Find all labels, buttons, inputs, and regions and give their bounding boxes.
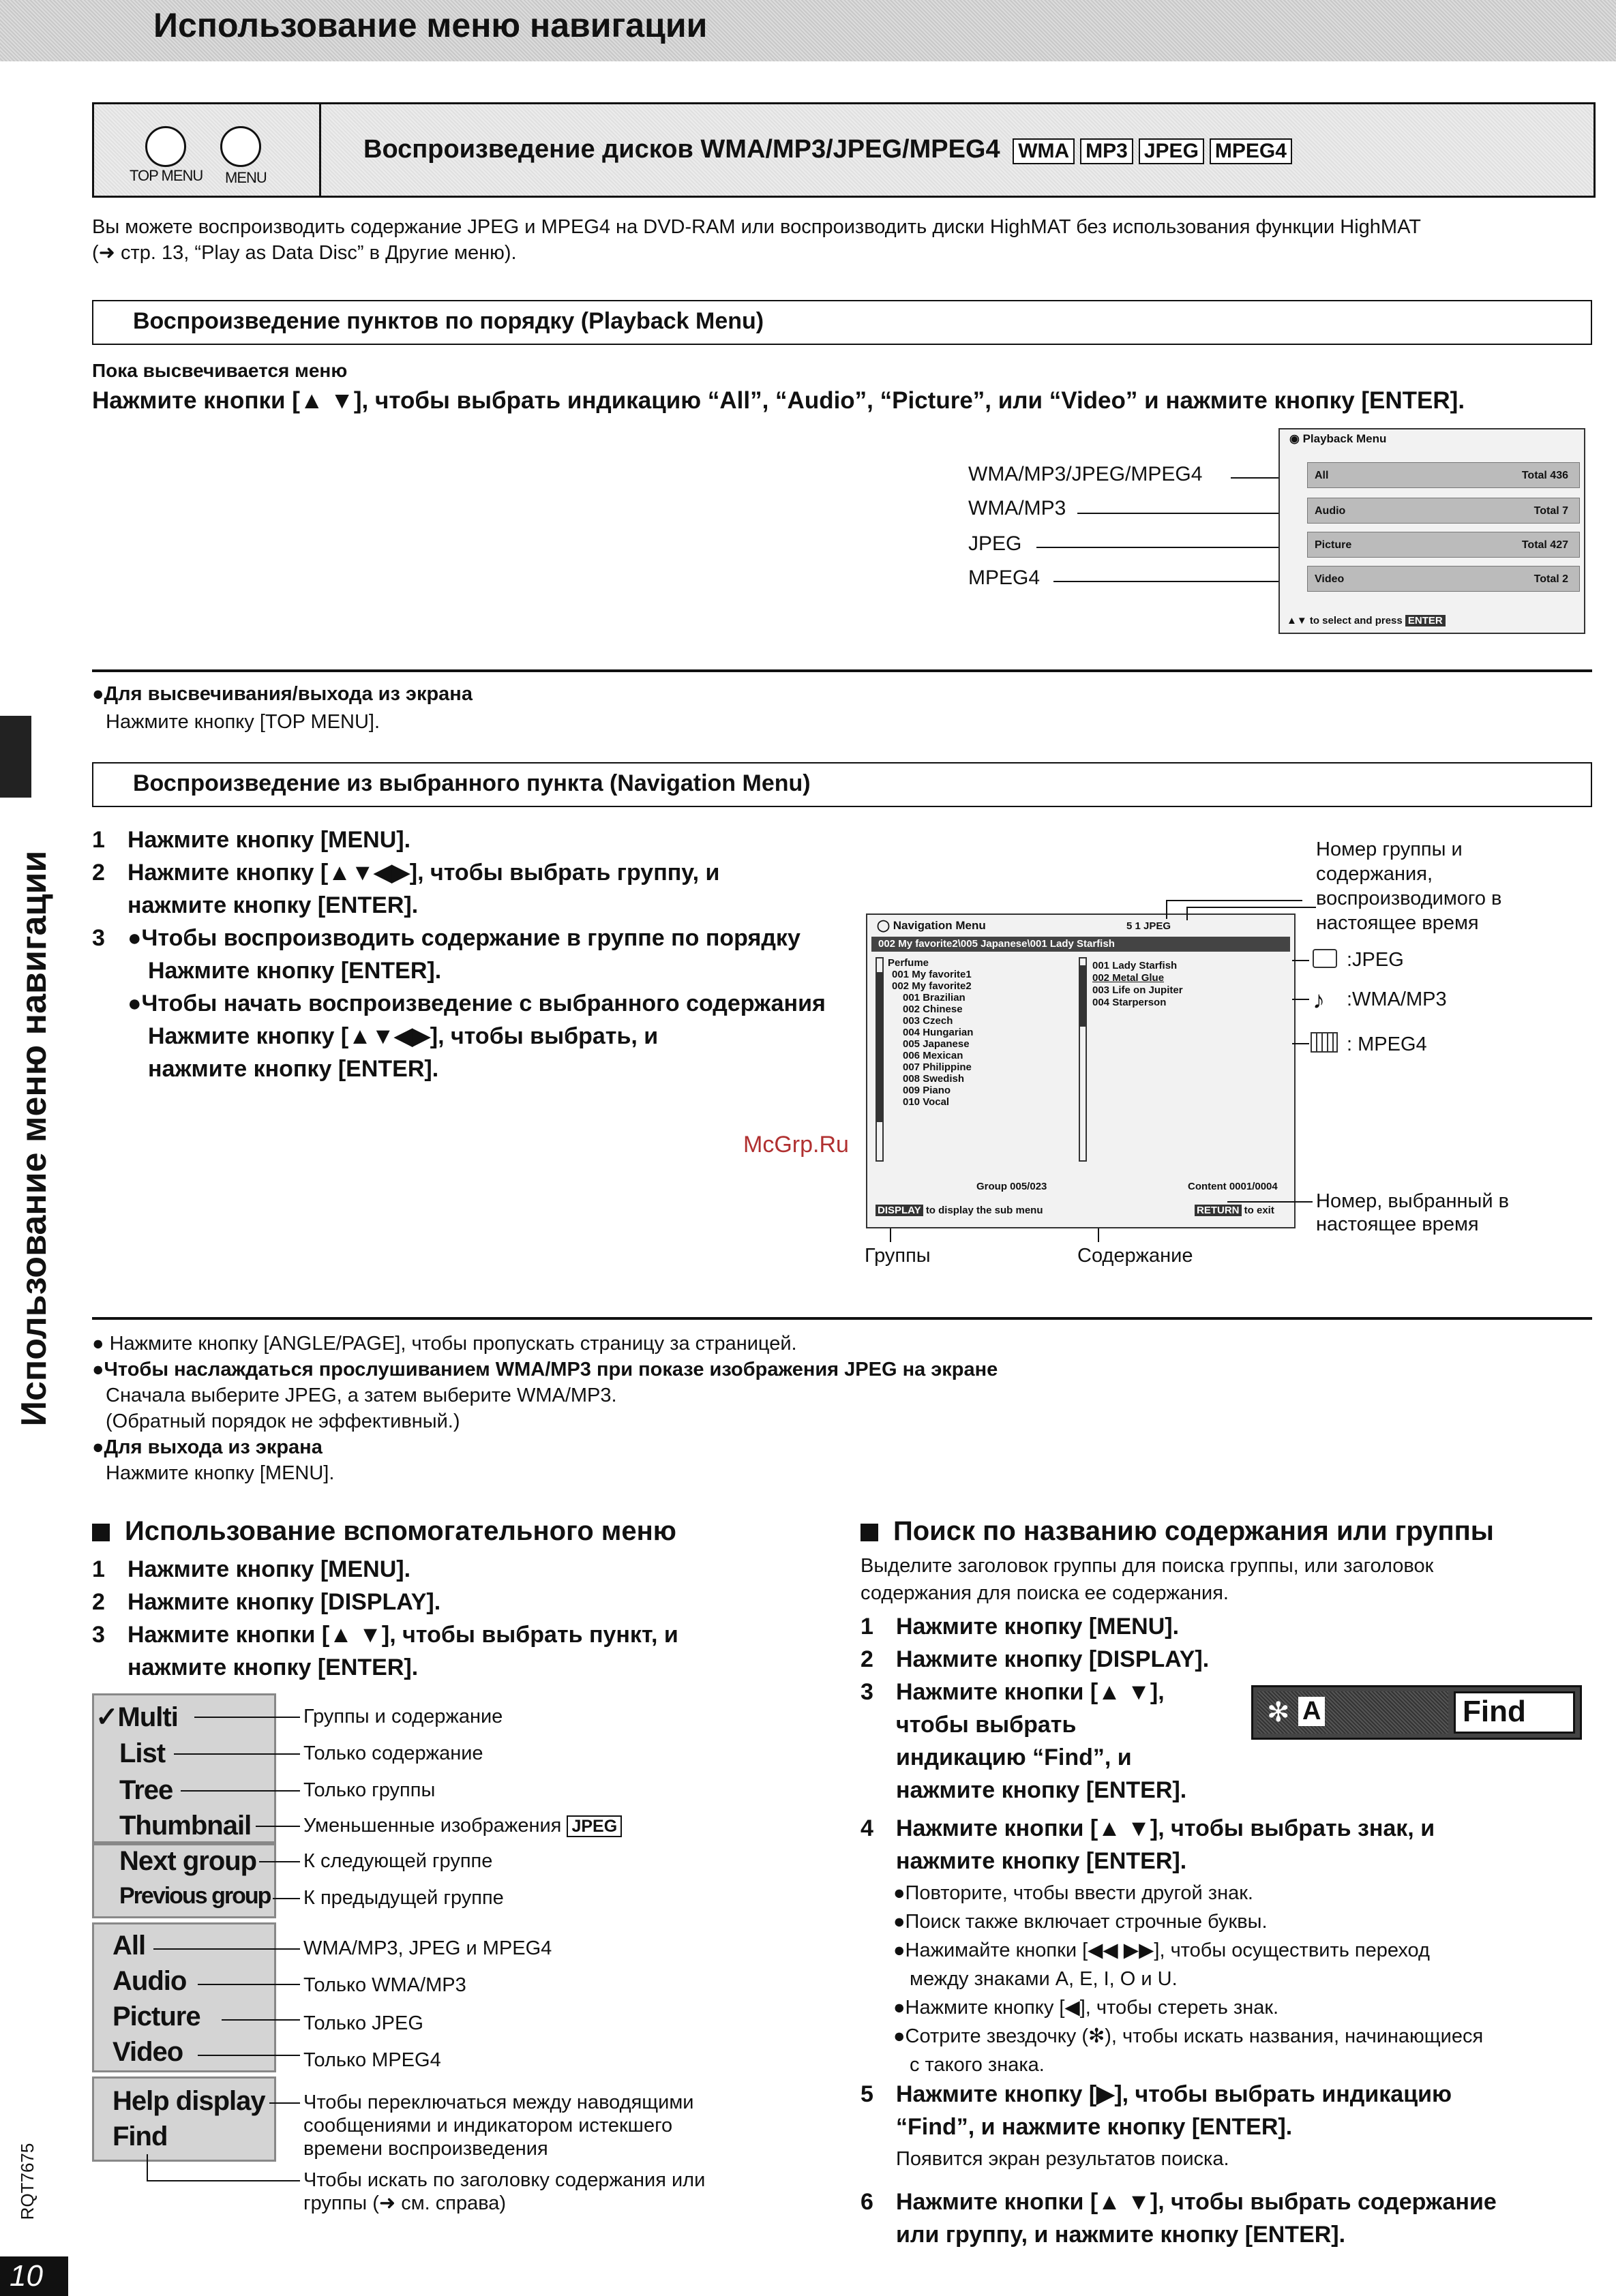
section-playback-title: Воспроизведение пунктов по порядку (Playback Menu) — [133, 308, 764, 334]
section-navigation-title: Воспроизведение из выбранного пункта (Navigation Menu) — [133, 770, 811, 796]
desc-find-1: Чтобы искать по заголовку содержания или — [303, 2169, 706, 2191]
submenu-next-group[interactable]: Next group — [119, 1846, 257, 1876]
menu-button-icon — [220, 126, 261, 167]
label-picture: JPEG — [968, 532, 1022, 555]
tag-jpeg-small: JPEG — [567, 1815, 622, 1837]
right-step — [861, 1610, 1270, 1643]
bullet-line: ●Нажимайте кнопки [◀◀ ▶▶], чтобы осуществить переход — [893, 1939, 1430, 1961]
note-line: Сначала выберите JPEG, а затем выберите WMA/MP3. — [106, 1385, 617, 1406]
enter-badge: ENTER — [1405, 615, 1446, 626]
right-step-6-line2: или группу, и нажмите кнопку [ENTER]. — [896, 2222, 1346, 2248]
label-video: MPEG4 — [968, 567, 1041, 589]
nav-screen-counts: 5 1 JPEG — [1126, 920, 1171, 932]
step-text: Нажмите кнопку [▲▼◀▶], чтобы выбрать группу, и — [128, 860, 720, 886]
desc-next-group: К следующей группе — [303, 1850, 493, 1872]
footer-text: ▲▼ to select and press — [1287, 615, 1403, 626]
desc-video: Только MPEG4 — [303, 2049, 441, 2071]
tag-jpeg: JPEG — [1139, 138, 1204, 164]
playback-row-video[interactable] — [1307, 566, 1580, 592]
playback-screen-footer — [1287, 615, 1446, 626]
right-step-4-line1: Нажмите кнопки [▲ ▼], чтобы выбрать знак, и — [896, 1815, 1435, 1841]
find-letter[interactable]: A — [1298, 1697, 1325, 1726]
nav-step — [92, 824, 856, 856]
bullet-line: с такого знака. — [910, 2054, 1045, 2076]
right-step-5-num: 5 — [861, 2081, 873, 2107]
right-step — [861, 1741, 1270, 1774]
nav-label-group-3: воспроизводимого в — [1316, 888, 1502, 909]
footer-sub-text: to display the sub menu — [925, 1205, 1043, 1216]
note-line: (Обратный порядок не эффективный.) — [106, 1410, 460, 1432]
submenu-help-display[interactable]: Help display — [113, 2086, 265, 2116]
nav-screen-path: 002 My favorite2\005 Japanese\001 Lady Starfish — [871, 937, 1290, 952]
film-icon — [1311, 1032, 1338, 1053]
tree-item[interactable]: Perfume — [888, 957, 929, 969]
note-line: ●Чтобы наслаждаться прослушиванием WMA/MP3 при показе изображения JPEG на экране — [92, 1359, 998, 1380]
playback-row-picture[interactable] — [1307, 532, 1580, 558]
step-text: нажмите кнопку [ENTER]. — [128, 1655, 419, 1680]
left-step — [92, 1651, 842, 1684]
tree-item[interactable]: 006 Mexican — [903, 1050, 963, 1061]
step-text: Нажмите кнопку [MENU]. — [128, 1556, 411, 1582]
navigation-menu-screen — [866, 913, 1296, 1228]
step-text: Нажмите кнопку [▲▼◀▶], чтобы выбрать, и — [148, 1023, 659, 1049]
step-num: 1 — [92, 827, 105, 853]
label-groups: Группы — [865, 1245, 931, 1267]
desc-tree: Только группы — [303, 1779, 436, 1801]
step-num: 2 — [861, 1646, 873, 1672]
step-text: Нажмите кнопку [MENU]. — [896, 1614, 1180, 1640]
step-text: нажмите кнопку [ENTER]. — [128, 892, 419, 918]
tree-item[interactable]: 008 Swedish — [903, 1073, 965, 1085]
desc-help-1: Чтобы переключаться между наводящими — [303, 2091, 694, 2113]
step-num: 2 — [92, 860, 105, 886]
camera-icon — [1313, 949, 1337, 968]
desc-help-2: сообщениями и индикатором истекшего — [303, 2115, 673, 2136]
group-tree — [888, 957, 1079, 1108]
top-menu-button-icon — [145, 126, 186, 167]
right-step — [861, 1676, 1270, 1708]
nav-label-group-2: содержания, — [1316, 863, 1433, 885]
find-bar — [1251, 1685, 1582, 1740]
section-playback-menu — [92, 300, 1592, 345]
bullet-line: ●Повторите, чтобы ввести другой знак. — [893, 1882, 1253, 1904]
left-heading — [92, 1516, 676, 1547]
step-text: нажмите кнопку [ENTER]. — [896, 1777, 1187, 1803]
step-text: индикацию “Find”, и — [896, 1744, 1132, 1770]
icon-label-mpeg4: : MPEG4 — [1347, 1033, 1427, 1055]
nav-step — [92, 856, 856, 889]
step-text: нажмите кнопку [ENTER]. — [148, 1056, 439, 1082]
right-step — [861, 1708, 1270, 1741]
tree-item[interactable]: 005 Japanese — [903, 1038, 970, 1050]
note-line: ●Для выхода из экрана — [92, 1436, 323, 1458]
step-text: Нажмите кнопку [MENU]. — [128, 827, 411, 853]
label-all: WMA/MP3/JPEG/MPEG4 — [968, 463, 1203, 485]
submenu-previous-group[interactable]: Previous group — [119, 1883, 271, 1909]
right-intro-1: Выделите заголовок группы для поиска группы, или заголовок — [861, 1555, 1434, 1577]
row-name: Video — [1315, 573, 1345, 585]
submenu-list[interactable]: List — [119, 1738, 166, 1768]
step-num: 3 — [92, 1622, 105, 1648]
step-text: ●Чтобы начать воспроизведение с выбранного содержания — [128, 991, 826, 1016]
step-num: 1 — [861, 1614, 873, 1640]
note-toggle-bold: ●Для высвечивания/выхода из экрана — [92, 683, 473, 705]
row-total: Total 427 — [1521, 539, 1568, 551]
nav-label-selected-1: Номер, выбранный в — [1316, 1190, 1510, 1212]
music-note-icon: ♪ — [1313, 986, 1325, 1014]
step-text: Нажмите кнопку [DISPLAY]. — [128, 1589, 441, 1615]
right-intro-2: содержания для поиска ее содержания. — [861, 1582, 1229, 1604]
right-step — [861, 1774, 1270, 1807]
step-num: 1 — [92, 1556, 105, 1582]
topbox-title-row — [363, 135, 1292, 164]
page-number: 10 — [0, 2256, 68, 2296]
intro-line-1: Вы можете воспроизводить содержание JPEG и MPEG4 на DVD-RAM или воспроизводить диски HighMAT без использования функции HighMAT — [92, 216, 1421, 238]
bullet-line: ●Поиск также включает строчные буквы. — [893, 1911, 1268, 1933]
section-navigation-menu — [92, 762, 1592, 807]
step-num: 3 — [92, 925, 105, 951]
content-item[interactable]: 002 Metal Glue — [1092, 972, 1165, 984]
nav-step — [92, 922, 856, 954]
desc-multi: Группы и содержание — [303, 1706, 503, 1727]
nav-step — [92, 1053, 856, 1085]
row-total: Total 2 — [1533, 573, 1568, 585]
section1-instruction: Нажмите кнопки [▲ ▼], чтобы выбрать индикацию “All”, “Audio”, “Picture”, или “Video” и нажмите кнопку [ENTER]. — [92, 387, 1465, 414]
right-step-4-num: 4 — [861, 1815, 873, 1841]
desc-all: WMA/MP3, JPEG и MPEG4 — [303, 1937, 552, 1959]
tree-item[interactable]: 001 Brazilian — [903, 992, 966, 1003]
notes-block — [92, 1331, 1456, 1486]
right-steps — [861, 1610, 1270, 1807]
nav-steps — [92, 824, 856, 1085]
right-step-6-num: 6 — [861, 2189, 873, 2215]
top-menu-label: TOP MENU — [130, 167, 203, 184]
model-code: RQT7675 — [17, 2143, 38, 2220]
page-title: Использование меню навигации — [153, 6, 708, 44]
right-step-5-note: Появится экран результатов поиска. — [896, 2148, 1229, 2170]
desc-picture: Только JPEG — [303, 2012, 423, 2034]
topbox-title: Воспроизведение дисков WMA/MP3/JPEG/MPEG4 — [363, 135, 1000, 164]
tag-mp3: MP3 — [1080, 138, 1133, 164]
right-step-5-line1: Нажмите кнопку [▶], чтобы выбрать индикацию — [896, 2081, 1452, 2107]
nav-label-group-1: Номер группы и — [1316, 839, 1463, 860]
left-step — [92, 1618, 842, 1651]
left-step — [92, 1553, 842, 1586]
square-bullet-icon — [861, 1524, 878, 1541]
display-badge: DISPLAY — [876, 1205, 923, 1216]
left-step — [92, 1586, 842, 1618]
watermark: McGrp.Ru — [743, 1132, 849, 1158]
right-heading — [861, 1516, 1494, 1547]
step-text: Нажмите кнопки [▲ ▼], чтобы выбрать пункт, и — [128, 1622, 678, 1648]
desc-thumbnail-text: Уменьшенные изображения — [303, 1815, 562, 1837]
nav-screen-title-text: Navigation Menu — [893, 919, 986, 932]
find-input[interactable] — [1257, 1691, 1448, 1734]
nav-step — [92, 954, 856, 987]
content-counter: Content 0001/0004 — [1188, 1181, 1278, 1192]
nav-screen-footer-right — [1195, 1205, 1274, 1216]
label-content: Содержание — [1077, 1245, 1193, 1267]
tree-item[interactable]: 009 Piano — [903, 1085, 951, 1096]
footer-exit-text: to exit — [1244, 1205, 1274, 1216]
playback-row-audio[interactable] — [1307, 498, 1580, 524]
label-audio: WMA/MP3 — [968, 497, 1066, 519]
left-steps — [92, 1553, 842, 1684]
note-line: Нажмите кнопку [MENU]. — [106, 1462, 335, 1484]
nav-label-group-4: настоящее время — [1316, 912, 1479, 934]
square-bullet-icon — [92, 1524, 110, 1541]
nav-step — [92, 1020, 856, 1053]
right-step-4-line2: нажмите кнопку [ENTER]. — [896, 1848, 1187, 1874]
submenu-multi[interactable]: ✓Multi — [95, 1702, 178, 1732]
row-total: Total 7 — [1533, 505, 1568, 517]
side-tab — [0, 716, 31, 798]
nav-screen-title: ◯ Navigation Menu — [877, 919, 986, 932]
bullet-line: ●Нажмите кнопку [◀], чтобы стереть знак. — [893, 1997, 1279, 2019]
playback-menu-screen — [1278, 428, 1585, 634]
playback-row-all[interactable] — [1307, 462, 1580, 488]
step-num: 3 — [861, 1679, 873, 1705]
right-step-6-line1: Нажмите кнопки [▲ ▼], чтобы выбрать содержание — [896, 2189, 1497, 2215]
right-step — [861, 1643, 1270, 1676]
nav-step — [92, 987, 856, 1020]
desc-audio: Только WMA/MP3 — [303, 1974, 466, 1996]
group-counter: Group 005/023 — [976, 1181, 1047, 1192]
submenu-tree[interactable]: Tree — [119, 1775, 173, 1805]
tree-item[interactable]: 004 Hungarian — [903, 1027, 974, 1038]
content-item[interactable]: 003 Life on Jupiter — [1092, 984, 1183, 996]
tree-item[interactable]: 007 Philippine — [903, 1061, 972, 1073]
right-bullets — [893, 1879, 1602, 2079]
bullet-line: между знаками A, E, I, O и U. — [910, 1968, 1178, 1990]
menu-label: MENU — [225, 169, 267, 186]
step-text: Нажмите кнопки [▲ ▼], — [896, 1679, 1165, 1705]
topbox — [92, 102, 1596, 198]
desc-find-2: группы (➜ см. справа) — [303, 2192, 507, 2214]
step-text: Нажмите кнопку [ENTER]. — [148, 958, 442, 984]
icon-label-jpeg: :JPEG — [1347, 949, 1404, 971]
desc-previous-group: К предыдущей группе — [303, 1887, 504, 1909]
left-heading-text: Использование вспомогательного меню — [125, 1516, 676, 1546]
tag-mpeg4: MPEG4 — [1210, 138, 1292, 164]
nav-label-selected-2: настоящее время — [1316, 1213, 1479, 1235]
tree-item[interactable]: 002 My favorite2 — [892, 980, 972, 992]
step-text: чтобы выбрать — [896, 1712, 1077, 1738]
step-num: 2 — [92, 1589, 105, 1615]
section1-sub: Пока высвечивается меню — [92, 360, 348, 381]
side-title: Использование меню навигации — [14, 850, 54, 1427]
tag-wma: WMA — [1013, 138, 1075, 164]
submenu-picture[interactable]: Picture — [113, 2002, 200, 2031]
tree-item[interactable]: 001 My favorite1 — [892, 969, 972, 980]
asterisk-icon: ✻ — [1267, 1697, 1290, 1727]
nav-screen-footer-left — [876, 1205, 1043, 1216]
bullet-line: ●Сотрите звездочку (✻), чтобы искать названия, начинающиеся — [893, 2025, 1484, 2047]
submenu-thumbnail[interactable]: Thumbnail — [119, 1811, 252, 1841]
return-badge: RETURN — [1195, 1205, 1242, 1216]
step-text: Нажмите кнопку [DISPLAY]. — [896, 1646, 1210, 1672]
content-item[interactable]: 001 Lady Starfish — [1092, 960, 1178, 971]
divider-1 — [92, 669, 1592, 672]
row-name: All — [1315, 470, 1329, 481]
row-name: Picture — [1315, 539, 1352, 551]
content-item[interactable]: 004 Starperson — [1092, 997, 1167, 1008]
row-total: Total 436 — [1521, 470, 1568, 481]
desc-list: Только содержание — [303, 1742, 483, 1764]
divider-2 — [92, 1317, 1592, 1320]
tree-item[interactable]: 010 Vocal — [903, 1096, 950, 1108]
row-name: Audio — [1315, 505, 1346, 517]
icon-label-wma: :WMA/MP3 — [1347, 988, 1447, 1010]
submenu-audio[interactable]: Audio — [113, 1966, 187, 1996]
intro-line-2: (➜ стр. 13, “Play as Data Disc” в Другие меню). — [92, 242, 517, 264]
note-toggle: Нажмите кнопку [TOP MENU]. — [106, 711, 380, 733]
right-heading-text: Поиск по названию содержания или группы — [893, 1516, 1494, 1546]
playback-screen-title: ◉ Playback Menu — [1289, 432, 1387, 445]
content-scrollbar[interactable] — [1079, 957, 1087, 1162]
submenu-video[interactable]: Video — [113, 2037, 183, 2067]
submenu-find[interactable]: Find — [113, 2121, 168, 2151]
nav-step — [92, 889, 856, 922]
right-step-5-line2: “Find”, и нажмите кнопку [ENTER]. — [896, 2114, 1293, 2140]
group-scrollbar[interactable] — [876, 957, 884, 1162]
desc-thumbnail — [303, 1813, 622, 1839]
find-button[interactable]: Find — [1454, 1691, 1575, 1734]
tree-item[interactable]: 003 Czech — [903, 1015, 953, 1027]
tree-item[interactable]: 002 Chinese — [903, 1003, 963, 1015]
note-line: ● Нажмите кнопку [ANGLE/PAGE], чтобы пропускать страницу за страницей. — [92, 1333, 797, 1355]
step-text: ●Чтобы воспроизводить содержание в группе по порядку — [128, 925, 800, 951]
content-list — [1092, 960, 1290, 1009]
submenu-all[interactable]: All — [113, 1931, 146, 1961]
playback-screen-title-text: Playback Menu — [1302, 432, 1387, 445]
desc-help-3: времени воспроизведения — [303, 2138, 548, 2160]
